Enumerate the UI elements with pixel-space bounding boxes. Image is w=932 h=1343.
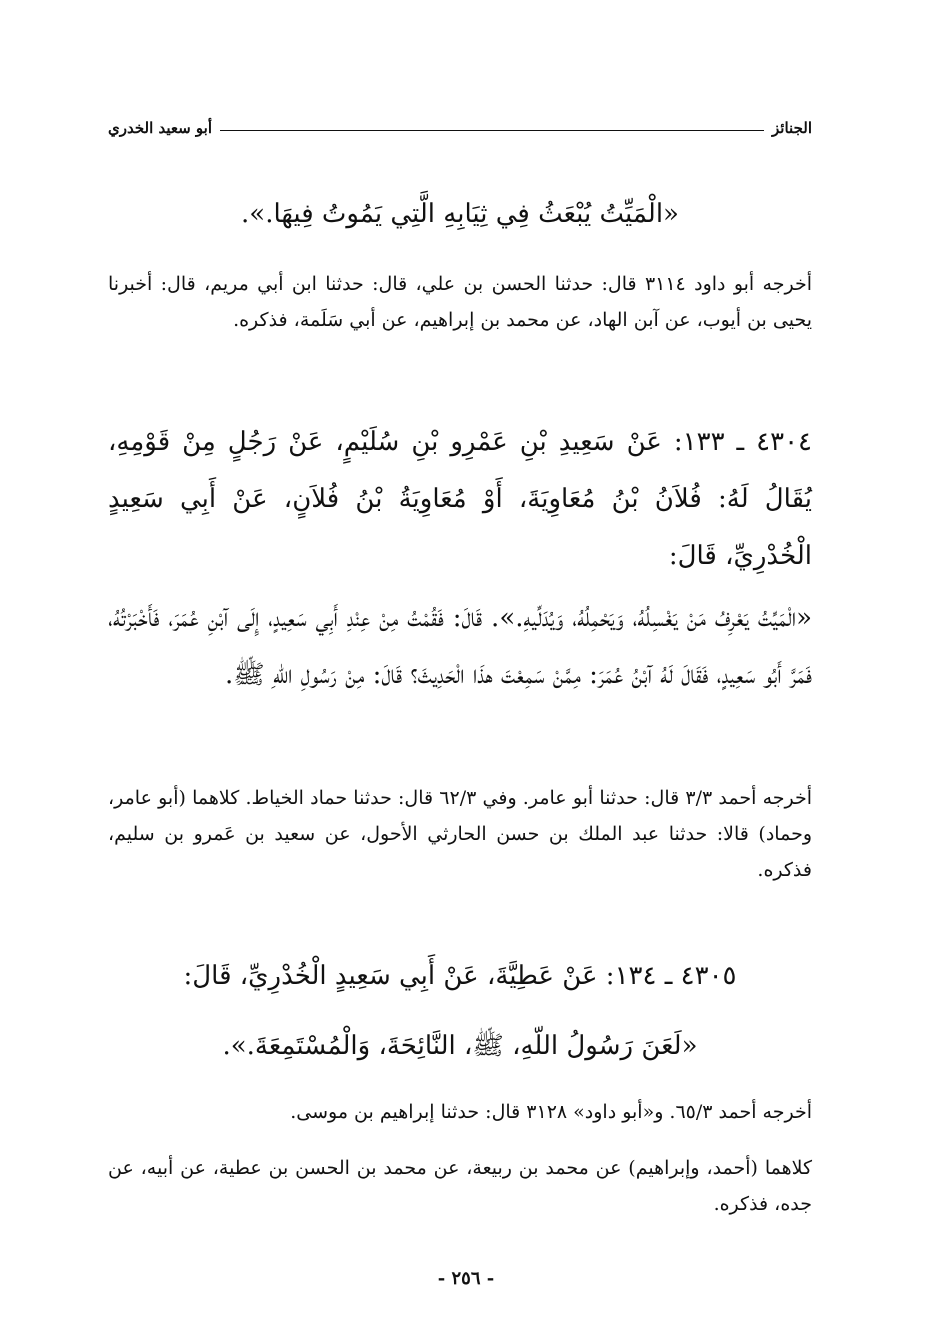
hadith-4305-isnad: ٤٣٠٥ ـ ١٣٤: عَنْ عَطِيَّةَ، عَنْ أَبِي سَعِيدٍ الْخُدْرِيِّ، قَالَ:: [183, 961, 737, 991]
header-rule: [220, 130, 764, 131]
running-header: [108, 116, 812, 140]
chapter-title: الجنائز: [772, 119, 812, 137]
hadith-4305-matn: «لَعَنَ رَسُولُ اللّهِ، ﷺ، النَّائِحَةَ، وَالْمُسْتَمِعَةَ.».: [222, 1031, 698, 1061]
page-number: - ٢٥٦ -: [437, 1268, 495, 1289]
takhrij-paragraph-4: كلاهما (أحمد، وإبراهيم) عن محمد بن ربيعة، عن محمد بن الحسن بن عطية، عن أبيه، عن جده، فذكره.: [108, 1157, 812, 1215]
takhrij-paragraph-2: أخرجه أحمد ٣/٣ قال: حدثنا أبو عامر. وفي ٦٢/٣ قال: حدثنا حماد الخياط. كلاهما (أبو عامر، وحماد) قالا: حدثنا عبد الملك بن حسن الحارثي الأحول، عن سعيد بن عَمرو بن سليم، فذكره.: [108, 787, 813, 881]
narrator-title: أبو سعيد الخدري: [108, 119, 213, 137]
hadith-quote-1: «الْمَيِّتُ يُبْعَثُ فِي ثِيَابِهِ الَّتِي يَمُوتُ فِيهَا.».: [241, 199, 679, 229]
takhrij-paragraph-3: أخرجه أحمد ٦٥/٣. و«أبو داود» ٣١٢٨ قال: حدثنا إبراهيم بن موسى.: [290, 1101, 812, 1123]
hadith-4304-matn: «الْمَيِّتُ يَعْرِفُ مَنْ يَغْسِلُهُ، وَيَحْمِلُهُ، وَيُدَلِّيهِ.». قَالَ: فَقُمْتُ مِنْ عِنْدِ أَبِي سَعِيدٍ، إِلَى آبْنِ عُمَرَ، فَأَخْبَرْتُهُ، فَمَرَّ أَبُو سَعِيدٍ، فَقَالَ لَهُ آبْنُ عُمَرَ: مِمَّنْ سَمِعْتَ هذَا الْحَدِيثَ؟ قَالَ: مِنْ رَسُولِ اللّهِ ﷺ.: [108, 603, 812, 690]
hadith-4304-isnad: ٤٣٠٤ ـ ١٣٣: عَنْ سَعِيدِ بْنِ عَمْرِو بْنِ سُلَيْمٍ، عَنْ رَجُلٍ مِنْ قَوْمِهِ، يُقَالُ لَهُ: فُلاَنُ بْنُ مُعَاوِيَةَ، أَوْ مُعَاوِيَةُ بْنُ فُلاَنٍ، عَنْ أَبِي سَعِيدٍ الْخُدْرِيِّ، قَالَ:: [108, 427, 812, 571]
takhrij-paragraph-1: أخرجه أبو داود ٣١١٤ قال: حدثنا الحسن بن علي، قال: حدثنا ابن أبي مريم، قال: أخبرنا يحيى بن أيوب، عن آبن الهاد، عن محمد بن إبراهيم، عن أبي سَلَمة، فذكره.: [108, 273, 812, 331]
